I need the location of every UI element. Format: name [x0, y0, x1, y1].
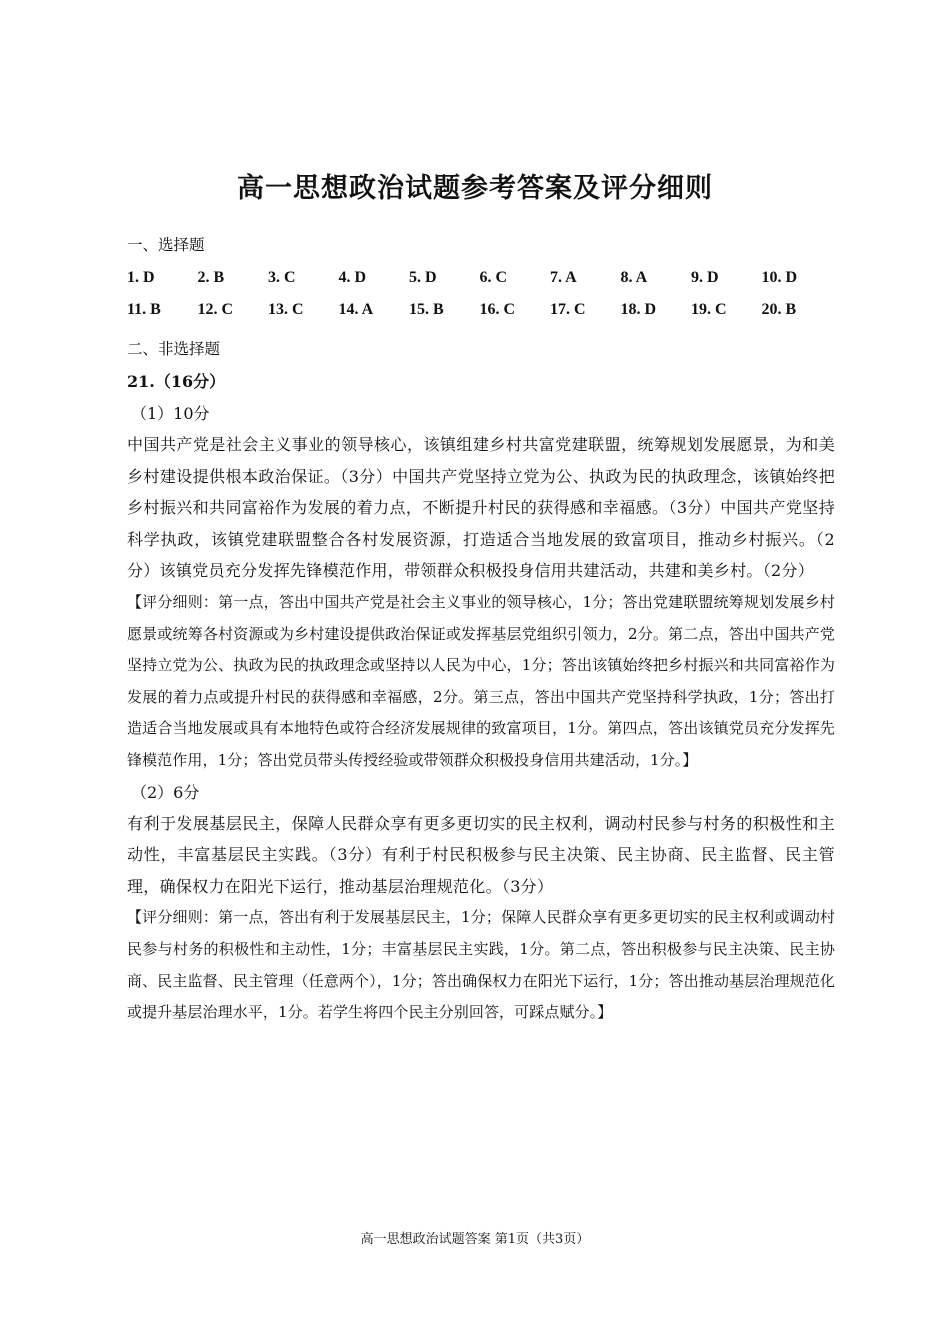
- answer-item: 10. D: [761, 269, 798, 286]
- answer-item: 16. C: [479, 301, 516, 318]
- part-2-answer: 有利于发展基层民主，保障人民群众享有更多更切实的民主权利，调动村民参与村务的积极性和主动性，丰富基层民主实践。（3分）有利于村民积极参与民主决策、民主协商、民主监督、民主管理，确保权力在阳光下运行，推动基层治理规范化。（3分）: [127, 813, 835, 896]
- part-2-label: （2）6分: [131, 782, 200, 802]
- answer-item: 14. A: [338, 301, 374, 318]
- page-footer: 高一思想政治试题答案 第1页（共3页）: [360, 1232, 590, 1247]
- answer-item: 13. C: [268, 301, 304, 318]
- answer-item: 2. B: [197, 269, 225, 286]
- choice-answer-grid: [127, 262, 835, 326]
- section-2-heading: 二、非选择题: [127, 340, 221, 358]
- section-1-heading: 一、选择题: [127, 236, 205, 254]
- page-content: [127, 228, 835, 1029]
- answer-item: 3. C: [268, 269, 296, 286]
- answer-item: 11. B: [127, 301, 161, 318]
- question-21-header: 21.（16分）: [127, 372, 226, 391]
- answer-item: 17. C: [550, 301, 586, 318]
- answer-item: 20. B: [761, 301, 797, 318]
- answer-item: 7. A: [550, 269, 577, 286]
- answer-item: 19. C: [691, 301, 727, 318]
- answer-item: 1. D: [127, 269, 155, 286]
- answer-item: 6. C: [479, 269, 508, 286]
- part-2-rubric: 【评分细则：第一点，答出有利于发展基层民主，1分；保障人民群众享有更多更切实的民主权利或调动村民参与村务的积极性和主动性，1分；丰富基层民主实践，1分。第二点，答出积极参与民主决策、民主协商、民主监督、民主管理（任意两个），1分；答出确保权力在阳光下运行，1分；答出推动基层治理规范化或提升基层治理水平，1分。若学生将四个民主分别回答，可踩点赋分。】: [127, 908, 835, 1022]
- answer-item: 12. C: [197, 301, 234, 318]
- answer-item: 4. D: [338, 269, 367, 286]
- page-title: 高一思想政治试题参考答案及评分细则: [237, 173, 713, 204]
- answer-item: 8. A: [620, 269, 648, 286]
- part-1-answer: 中国共产党是社会主义事业的领导核心，该镇组建乡村共富党建联盟，统筹规划发展愿景，为和美乡村建设提供根本政治保证。（3分）中国共产党坚持立党为公、执政为民的执政理念，该镇始终把乡村振兴和共同富裕作为发展的着力点，不断提升村民的获得感和幸福感。（3分）中国共产党坚持科学执政，该镇党建联盟整合各村发展资源，打造适合当地发展的致富项目，推动乡村振兴。（2分）该镇党员充分发挥先锋模范作用，带领群众积极投身信用共建活动，共建和美乡村。（2分）: [127, 435, 835, 581]
- part-1-label: （1）10分: [131, 404, 210, 423]
- answer-item: 15. B: [409, 301, 444, 318]
- answer-item: 5. D: [409, 269, 437, 286]
- answer-item: 18. D: [620, 301, 657, 318]
- part-1-rubric: 【评分细则：第一点，答出中国共产党是社会主义事业的领导核心，1分；答出党建联盟统筹规划发展乡村愿景或统筹各村资源或为乡村建设提供政治保证或发挥基层党组织引领力，2分。第二点，答出中国共产党坚持立党为公、执政为民的执政理念或坚持以人民为中心，1分；答出该镇始终把乡村振兴和共同富裕作为发展的着力点或提升村民的获得感和幸福感，2分。第三点，答出中国共产党坚持科学执政，1分；答出打造适合当地发展或具有本地特色或符合经济发展规律的致富项目，1分。第四点，答出该镇党员充分发挥先锋模范作用，1分；答出党员带头传授经验或带领群众积极投身信用共建活动，1分。】: [127, 592, 835, 769]
- answer-item: 9. D: [691, 269, 719, 286]
